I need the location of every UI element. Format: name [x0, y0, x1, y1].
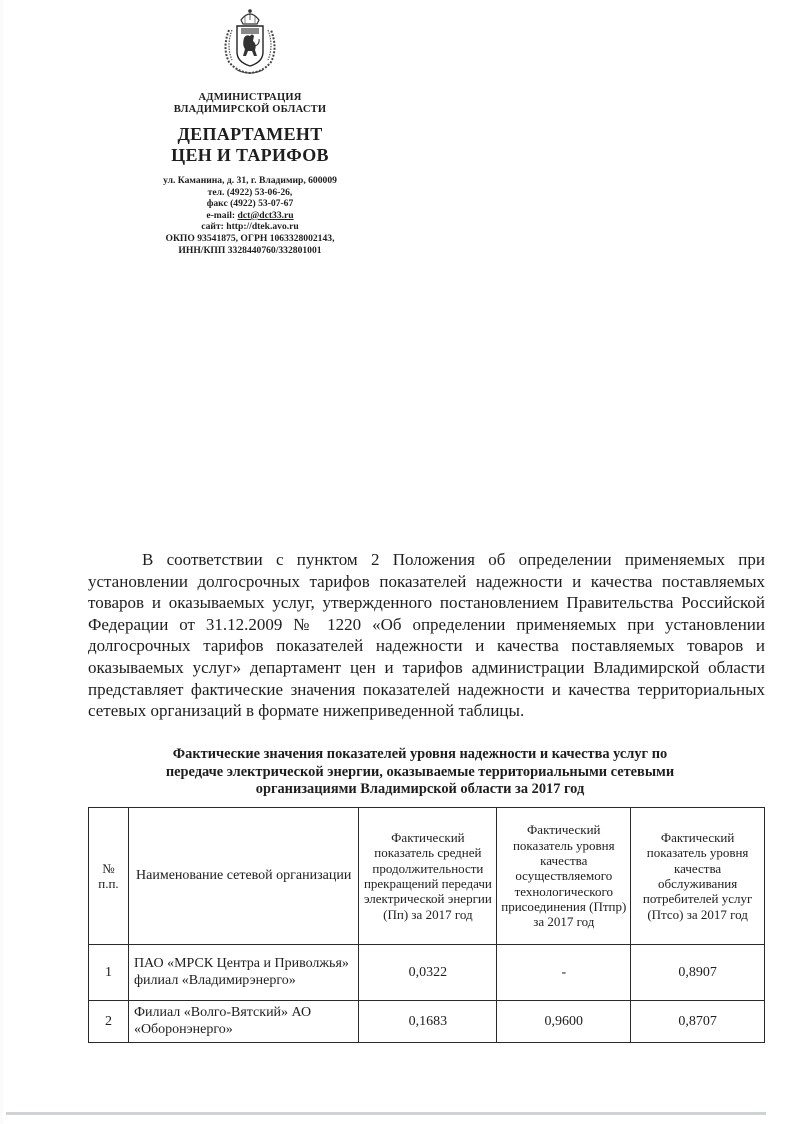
- table-header-row: [89, 808, 765, 945]
- table-title-line-2: передаче электрической энергии, оказываемые территориальными сетевыми: [165, 763, 675, 780]
- department-line-2: ЦЕН И ТАРИФОВ: [171, 145, 329, 165]
- row-number: 2: [89, 1001, 129, 1043]
- page-bottom-edge: [6, 1112, 766, 1115]
- fax: факс (4922) 53-07-67: [206, 198, 294, 210]
- organization-name: ПАО «МРСК Центра и Приволжья» филиал «Владимирэнерго»: [128, 945, 359, 1001]
- value-ptso: 0,8907: [631, 945, 765, 1001]
- header-number: № п.п.: [89, 808, 129, 945]
- header-pp: Фактический показатель средней продолжительности прекращений передачи электрической энергии (Пп) за 2017 год: [359, 808, 497, 945]
- value-ptso: 0,8707: [631, 1001, 765, 1043]
- value-pp: 0,1683: [359, 1001, 497, 1043]
- header-ptso: Фактический показатель уровня качества обслуживания потребителей услуг (Птсо) за 2017 год: [631, 808, 765, 945]
- table-row: [89, 1001, 765, 1043]
- letterhead: [130, 6, 370, 256]
- scan-edge: [0, 0, 3, 1124]
- administration-line-1: АДМИНИСТРАЦИЯ: [198, 92, 302, 103]
- organization-name: Филиал «Волго-Вятский» АО «Оборонэнерго»: [128, 1001, 359, 1043]
- reliability-table: [88, 807, 765, 1043]
- value-pp: 0,0322: [359, 945, 497, 1001]
- row-number: 1: [89, 945, 129, 1001]
- email-link[interactable]: dct@dct33.ru: [237, 209, 294, 221]
- email-line: [130, 210, 370, 222]
- email-label: e-mail:: [206, 209, 238, 221]
- phone: тел. (4922) 53-06-26,: [207, 186, 293, 198]
- website: сайт: http://dtek.avo.ru: [201, 221, 299, 233]
- coat-of-arms-icon: [219, 6, 281, 78]
- intro-paragraph: В соответствии с пунктом 2 Положения об определении применяемых при установлении долгосрочных тарифов показателей надежности и качества поставляемых товаров и оказываемых услуг, утвержденного постановлением Правительства Российской Федерации от 31.12.2009 № 1220 «Об определении применяемых при установлении долгосрочных тарифов показателей надежности и качества поставляемых товаров и оказываемых услуг» департамент цен и тарифов администрации Владимирской области представляет фактические значения показателей надежности и качества территориальных сетевых организаций в формате нижеприведенной таблицы.: [88, 550, 765, 721]
- table-row: [89, 945, 765, 1001]
- contact-block: [130, 175, 370, 256]
- table-title: [120, 746, 720, 799]
- table-title-line-3: организациями Владимирской области за 2017 год: [255, 781, 585, 797]
- inn-kpp: ИНН/КПП 3328440760/332801001: [178, 244, 322, 256]
- address: ул. Каманина, д. 31, г. Владимир, 600009: [163, 175, 337, 186]
- department-line-1: ДЕПАРТАМЕНТ: [177, 124, 323, 144]
- value-ptpr: 0,9600: [497, 1001, 631, 1043]
- table-title-line-1: Фактические значения показателей уровня надежности и качества услуг по: [172, 746, 668, 762]
- header-ptpr: Фактический показатель уровня качества осуществляемого технологического присоединения (Птпр) за 2017 год: [497, 808, 631, 945]
- department-name: [130, 124, 370, 166]
- administration-line-2: ВЛАДИМИРСКОЙ ОБЛАСТИ: [173, 104, 327, 115]
- administration-name: [130, 92, 370, 116]
- okpo-ogrn: ОКПО 93541875, ОГРН 1063328002143,: [165, 232, 335, 244]
- header-organization: Наименование сетевой организации: [128, 808, 359, 945]
- value-ptpr: -: [497, 945, 631, 1001]
